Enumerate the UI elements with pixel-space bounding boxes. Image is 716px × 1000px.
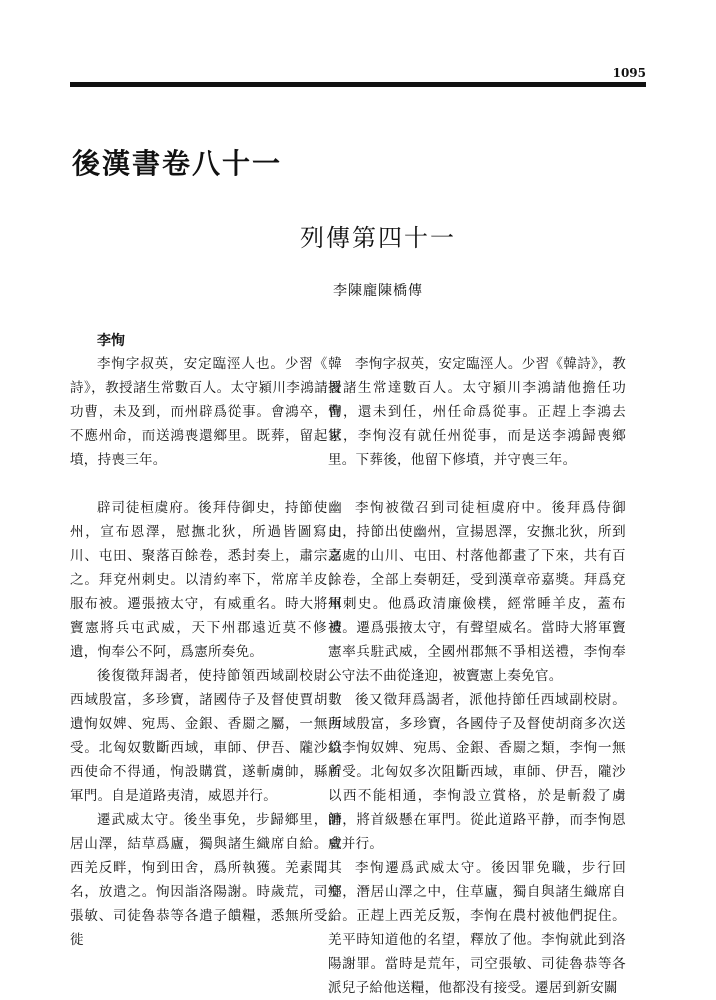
translation-paragraph: 後又徵拜爲謁者，派他持節任西域副校尉。西域殷富，多珍寶，各國侍子及督使胡商多次送給李恂奴婢、宛馬、金銀、香罽之類，李恂一無所受。北匈奴多次阻斷西域，車師、伊吾，隴沙以西不能相通，李恂設立賞格，於是斬殺了虜帥，將首級懸在軍門。從此道路平静，而李恂恩威并行。: [328, 692, 626, 852]
translation-paragraph: 李恂被徵召到司徒桓虞府中。後拜爲侍御史，持節出使幽州，宣揚恩澤，安撫北狄，所到之處的山川、屯田、村落他都畫了下來，共有百餘卷，全部上奏朝廷，受到漢章帝嘉獎。拜爲兗州刺史。他爲政清廉儉樸，經常睡羊皮，蓋布被。遷爲張掖太守，有聲望威名。當時大將軍竇憲率兵駐武威，全國州郡無不爭相送禮，李恂奉公守法不曲從逢迎，被竇憲上奏免官。: [328, 500, 626, 684]
original-text-column: [70, 352, 342, 952]
original-paragraph: 辟司徒桓虞府。後拜侍御史，持節使幽州，宣布恩澤，慰撫北狄，所過皆圖寫山川、屯田、聚落百餘卷，悉封奏上，肅宗嘉之。拜兗州刺史。以清約率下，常席羊皮，服布被。遷張掖太守，有威重名。時大將軍竇憲將兵屯武威，天下州郡遠近莫不修禮遺，恂奉公不阿，爲憲所奏免。: [70, 500, 342, 660]
header-rule: [70, 82, 646, 87]
page-number: 1095: [612, 66, 646, 80]
book-title: 後漢書卷八十一: [72, 147, 283, 180]
chapter-title: 列傳第四十一: [300, 224, 456, 252]
translation-paragraph: 李恂字叔英，安定臨涇人。少習《韓詩》，教授諸生常達數百人。太守潁川李鴻請他擔任功曹，還未到任，州任命爲從事。正趕上李鴻去世，李恂沒有就任州從事，而是送李鴻歸喪鄉里。下葬後，他留下修墳，并守喪三年。: [328, 356, 626, 468]
chapter-subtitle: 李陳龐陳橋傳: [333, 283, 423, 299]
original-paragraph: 李恂字叔英，安定臨涇人也。少習《韓詩》，教授諸生常數百人。太守潁川李鴻請署功曹，未及到，而州辟爲從事。會鴻卒，恂不應州命，而送鴻喪還鄉里。既葬，留起冢墳，持喪三年。: [70, 356, 342, 468]
original-paragraph: 後復徵拜謁者，使持節領西域副校尉。西域殷富，多珍寶，諸國侍子及督使賈胡數遺恂奴婢、宛馬、金銀、香罽之屬，一無所受。北匈奴數斷西域，車師、伊吾、隴沙以西使命不得通，恂設購賞，遂斬虜帥，縣首軍門。自是道路夷清，威恩并行。: [70, 668, 342, 804]
original-paragraph: 遷武威太守。後坐事免，步歸鄉里，潛居山澤，結草爲廬，獨與諸生織席自給。會西羌反畔，恂到田舍，爲所執獲。羌素聞其名，放遣之。恂因詣洛陽謝。時歲荒，司空張敏、司徒魯恭等各遣子饋糧，悉無所受。徙: [70, 812, 342, 948]
translation-column: [328, 352, 626, 1000]
section-heading: 李恂: [97, 333, 125, 349]
translation-paragraph: 李恂遷爲武威太守。後因罪免職，步行回鄉，潛居山澤之中，住草廬，獨自與諸生織席自給。正趕上西羌反叛，李恂在農村被他們捉住。羌平時知道他的名望，釋放了他。李恂就此到洛陽謝罪。當時是荒年，司空張敏、司徒魯恭等各派兒子給他送糧，他都没有接受。遷居到新安關: [328, 860, 626, 996]
